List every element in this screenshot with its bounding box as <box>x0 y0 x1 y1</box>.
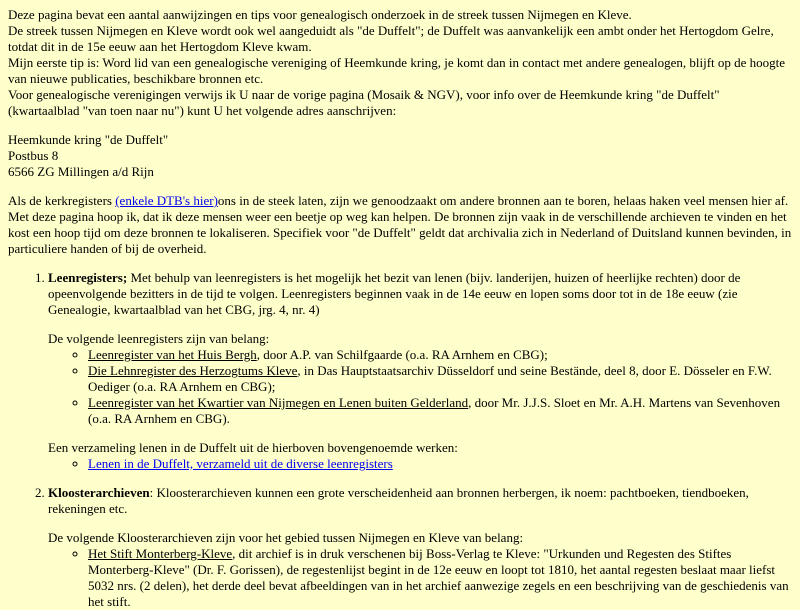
leenregister-details: , in Das Hauptstaatsarchiv Düsseldorf und seine Bestände, deel 8, door E. Dösseler en F.W. Oediger (o.a. RA Arnhem en CBG); <box>88 363 772 394</box>
spacer <box>8 119 792 132</box>
leenregister-title: Die Lehnregister des Herzogtums Kleve <box>88 363 298 378</box>
address-block <box>8 132 792 180</box>
kloosterarchieven-list-intro: De volgende Kloosterarchieven zijn voor het gebied tussen Nijmegen en Kleve van belang: <box>48 530 524 545</box>
leenregisters-text: Met behulp van leenregisters is het mogelijk het bezit van lenen (bijv. landerijen, huizen of heerlijke rechten) door de opeenvolgende bezitters in de tijd te volgen. Leenregisters beginnen vaak in de 14e eeuw en lopen soms door tot in de 18e eeuw (zie Genealogie, kwartaalblad van het CBG, jrg. 4, nr. 4) <box>48 270 741 317</box>
leenregisters-list <box>48 347 792 427</box>
spacer <box>48 517 792 530</box>
leenregisters-title: Leenregisters; <box>48 270 128 285</box>
list-item-leenregisters <box>48 270 792 472</box>
dtb-link[interactable]: (enkele DTB's hier) <box>115 193 218 208</box>
leenregister-details: , door Mr. J.J.S. Sloet en Mr. A.H. Martens van Sevenhoven (o.a. RA Arnhem en CBG). <box>88 395 781 426</box>
address-line-1: Heemkunde kring "de Duffelt" <box>8 132 169 147</box>
address-line-3: 6566 ZG Millingen a/d Rijn <box>8 164 154 179</box>
sources-list <box>8 270 792 610</box>
kloosterarchieven-title: Kloosterarchieven <box>48 485 150 500</box>
kerkregisters-text-before: Als de kerkregisters <box>8 193 116 208</box>
list-item <box>88 363 792 395</box>
spacer <box>8 180 792 193</box>
list-item-kloosterarchieven <box>48 485 792 610</box>
kloosterarchieven-list <box>48 546 792 610</box>
collection-intro: Een verzameling lenen in de Duffelt uit de hierboven bovengenoemde werken: <box>48 440 458 455</box>
kloosterarchief-details: , dit archief is in druk verschenen bij Boss-Verlag te Kleve: "Urkunden und Regesten des Stiftes Monterberg-Kleve" (Dr. F. Gorissen), de regestenlijst begint in de 12e eeuw en loopt tot 1810, het aantal regesten beslaat maar liefst 5032 nrs. (2 delen), het derde deel bevat afbeeldingen van in het archief aanwezige zegels en een beschrijving van de geschiedenis van het stift. <box>88 546 789 609</box>
intro-paragraph-3: Mijn eerste tip is: Word lid van een genealogische vereniging of Heemkunde kring, je komt dan in contact met andere genealogen, blijft op de hoogte van nieuwe publicaties, beschikbare bronnen etc. <box>8 55 786 86</box>
leenregisters-description <box>48 270 792 318</box>
list-item <box>88 347 792 363</box>
leenregister-title: Leenregister van het Kwartier van Nijmegen en Lenen buiten Gelderland <box>88 395 469 410</box>
kerkregisters-text-after: ons in de steek laten, zijn we genoodzaakt om andere bronnen aan te boren, helaas haken veel mensen hier af. Met deze pagina hoop ik, dat ik deze mensen weer een beetje op weg kan helpen. De bronnen zijn vaak in de verschillende archieven te vinden en het kost een hoop tijd om deze bronnen te lokaliseren. Specifiek voor "de Duffelt" geldt dat archivalia zich in Nederland of Duitsland kunnen bevinden, in particuliere handen of bij de overheid. <box>8 193 792 256</box>
spacer <box>48 427 792 440</box>
address-line-2: Postbus 8 <box>8 148 59 163</box>
spacer <box>48 318 792 331</box>
list-item <box>88 456 792 472</box>
intro-paragraph-4: Voor genealogische verenigingen verwijs ik U naar de vorige pagina (Mosaik & NGV), voor info over de Heemkunde kring "de Duffelt" (kwartaalblad "van toen naar nu") kunt U het volgende adres aanschrijven: <box>8 87 720 118</box>
kerkregisters-paragraph <box>8 193 792 257</box>
spacer <box>8 257 792 270</box>
leenregisters-list-intro: De volgende leenregisters zijn van belang: <box>48 331 270 346</box>
intro-paragraph-1: Deze pagina bevat een aantal aanwijzingen en tips voor genealogisch onderzoek in de streek tussen Nijmegen en Kleve. <box>8 7 632 22</box>
kloosterarchieven-description <box>48 485 792 517</box>
collection-list <box>48 456 792 472</box>
list-item <box>88 546 792 610</box>
list-item <box>88 395 792 427</box>
intro-paragraph-2: De streek tussen Nijmegen en Kleve wordt ook wel aangeduidt als "de Duffelt"; de Duffelt was aanvankelijk een ambt onder het Hertogdom Gelre, totdat dit in de 15e eeuw aan het Hertogdom Kleve kwam. <box>8 23 774 54</box>
kloosterarchief-title: Het Stift Monterberg-Kleve <box>88 546 233 561</box>
leenregister-details: , door A.P. van Schilfgaarde (o.a. RA Arnhem en CBG); <box>256 347 548 362</box>
kloosterarchieven-text: : Kloosterarchieven kunnen een grote verscheidenheid aan bronnen herbergen, ik noem: pachtboeken, tiendboeken, rekeningen etc. <box>48 485 749 516</box>
leenregister-title: Leenregister van het Huis Bergh <box>88 347 257 362</box>
lenen-duffelt-link[interactable]: Lenen in de Duffelt, verzameld uit de diverse leenregisters <box>88 456 393 471</box>
